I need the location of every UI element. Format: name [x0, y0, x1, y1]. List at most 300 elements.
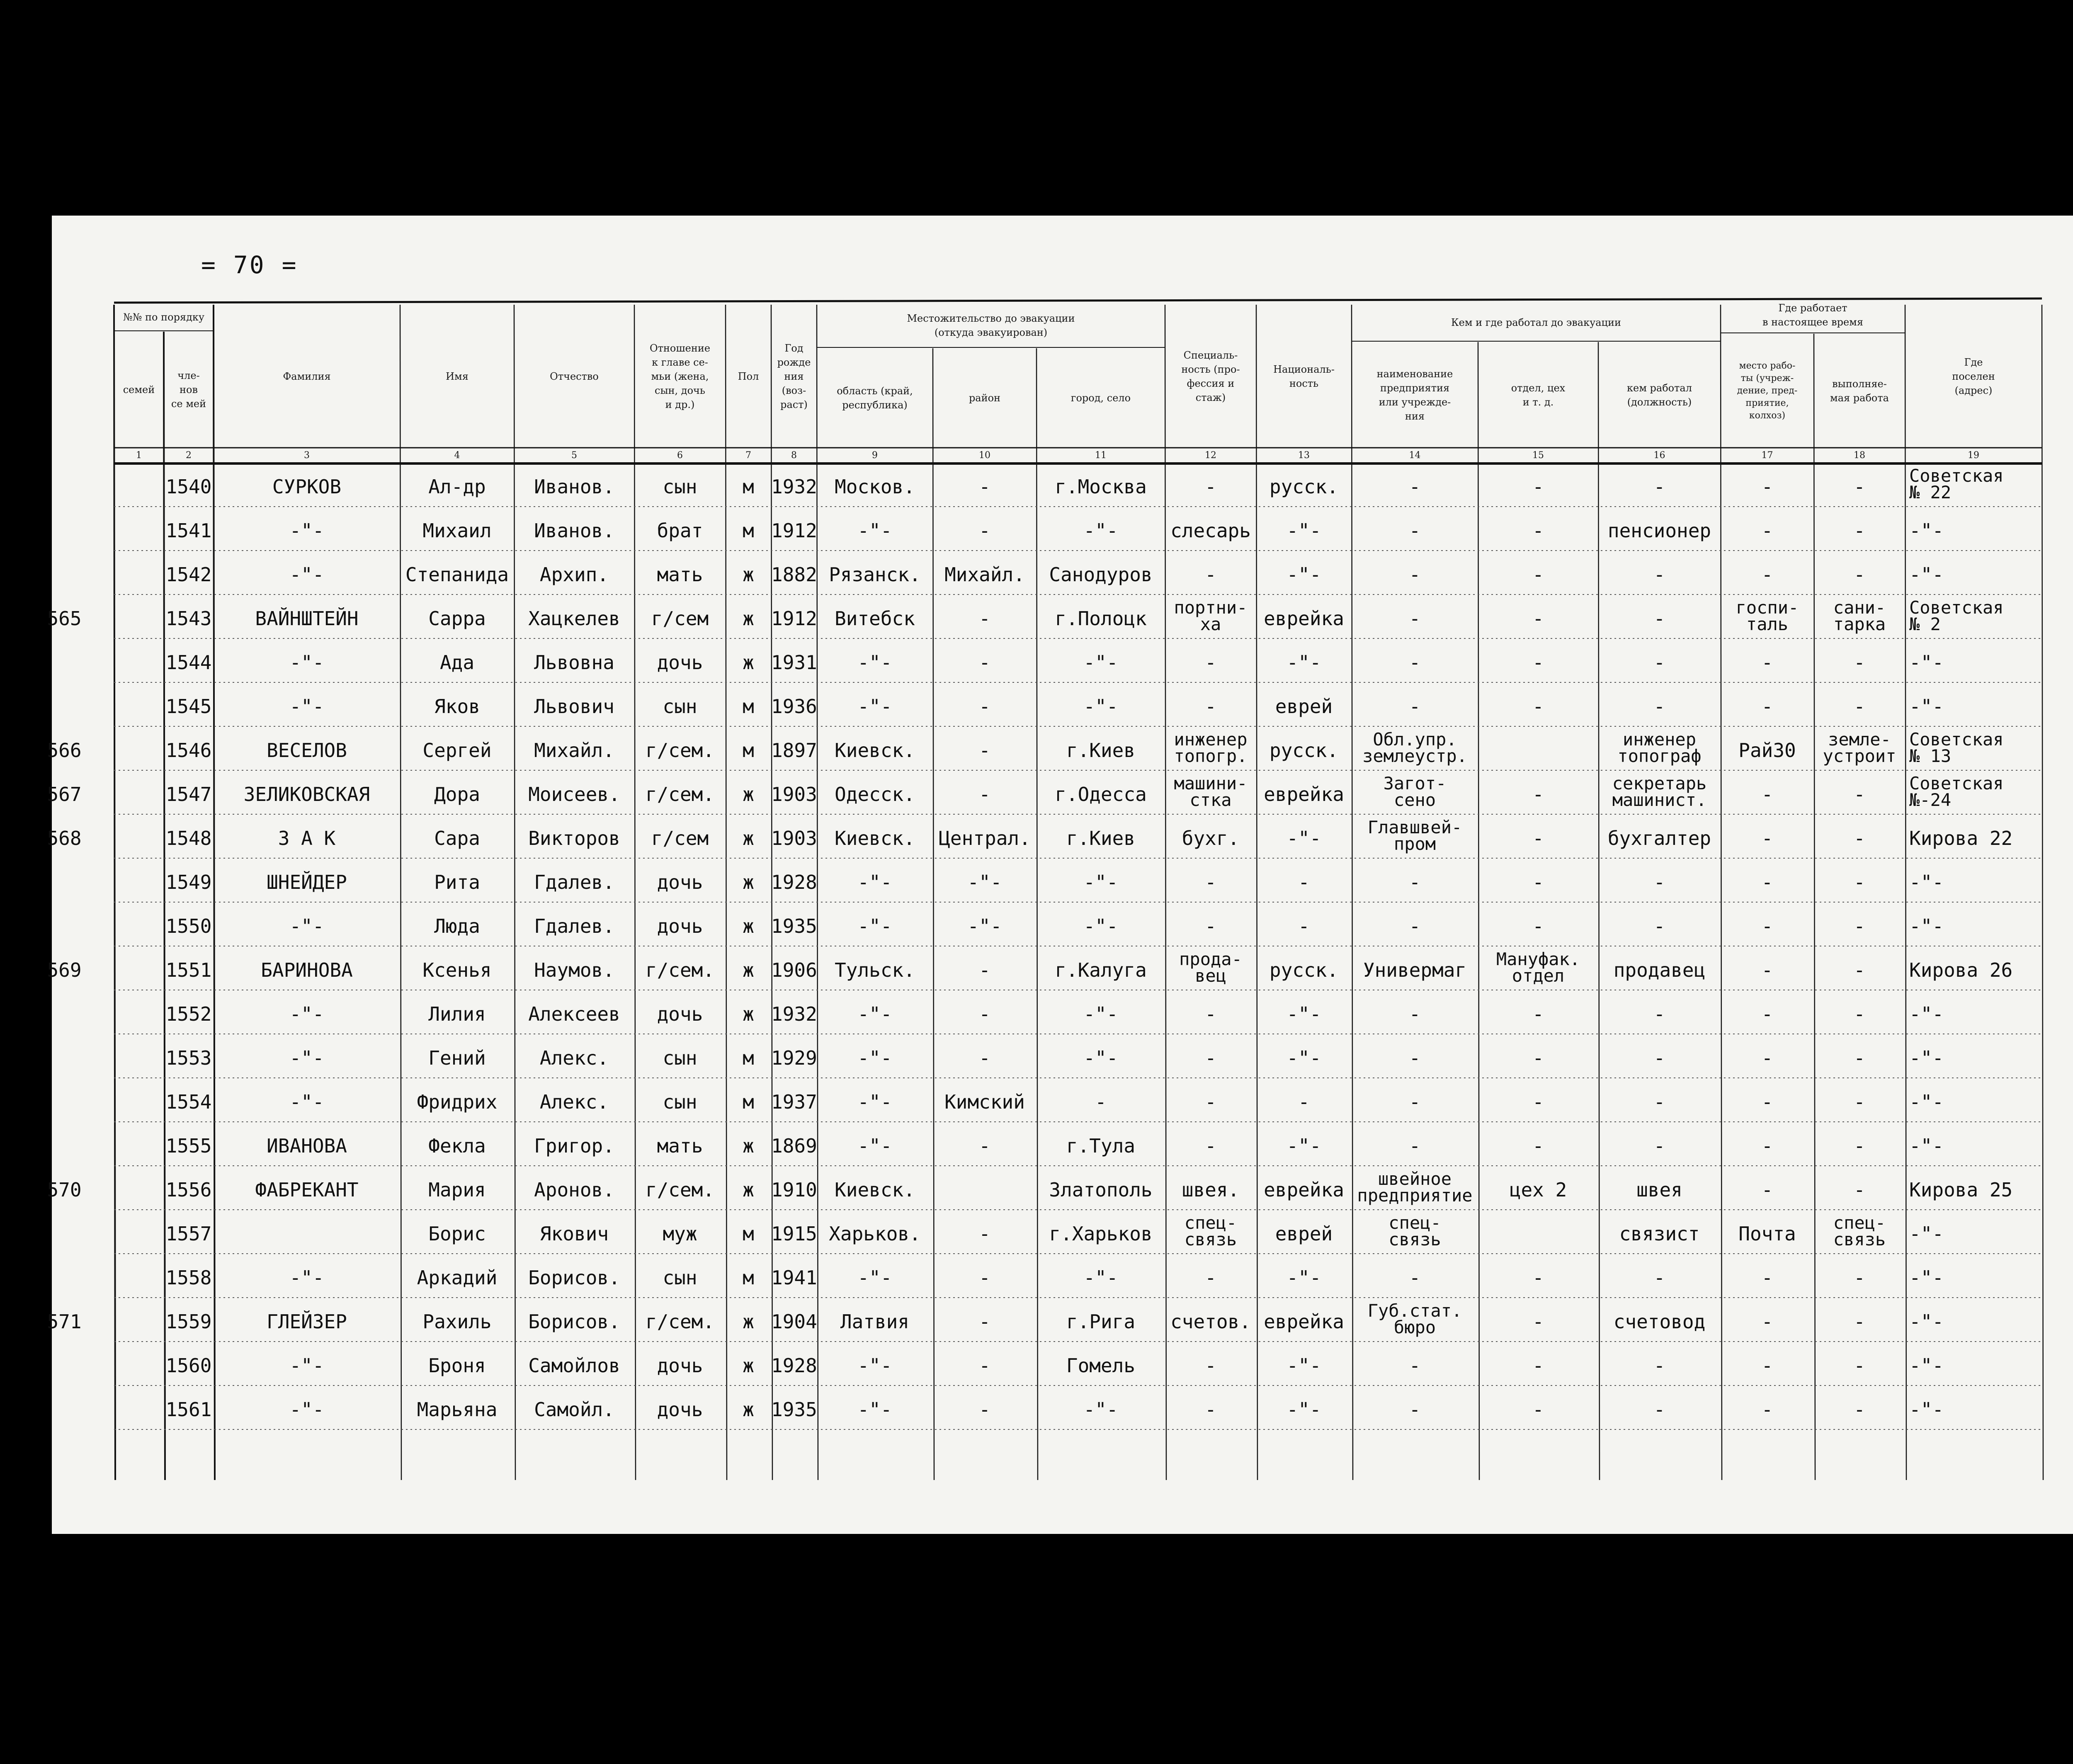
cell-relation: сын — [663, 695, 697, 718]
cell-year: 1882 — [771, 563, 817, 586]
cell-patronymic: Львович — [534, 695, 614, 718]
cell-relation: дочь — [657, 651, 703, 674]
cell-work-done: - — [1854, 783, 1865, 806]
cell-surname: З А К — [278, 827, 336, 849]
cell-department: - — [1532, 871, 1544, 893]
cell-position: - — [1653, 915, 1665, 937]
cell-region: Киевск. — [835, 739, 915, 762]
cell-name: Сара — [434, 827, 480, 849]
cell-city: Златополь — [1049, 1179, 1153, 1201]
grid-line — [1036, 348, 1038, 1480]
cell-patronymic: Иванов. — [534, 476, 614, 498]
cell-relation: сын — [663, 476, 697, 498]
cell-name: Ал-др — [428, 476, 486, 498]
cell-patronymic: Михайл. — [534, 739, 614, 762]
header-enterprise: наименование предприятия или учрежде- ния — [1376, 368, 1453, 422]
cell-department: - — [1532, 476, 1544, 498]
cell-district: - — [979, 519, 990, 542]
cell-member: 1558 — [165, 1267, 212, 1289]
cell-address: -"- — [1909, 1135, 1944, 1157]
cell-surname: -"- — [289, 563, 324, 586]
cell-name: Ксенья — [422, 959, 492, 981]
cell-position: бухгалтер — [1607, 827, 1711, 849]
cell-nationality: еврей — [1275, 1223, 1333, 1245]
cell-member: 1540 — [165, 476, 212, 498]
cell-work-place: - — [1761, 1135, 1773, 1157]
cell-surname: СУРКОВ — [272, 476, 342, 498]
cell-enterprise: - — [1409, 1003, 1421, 1025]
cell-position: связист — [1619, 1223, 1700, 1245]
cell-district: - — [979, 959, 990, 981]
cell-region: Одесск. — [835, 783, 915, 806]
cell-work-place: - — [1761, 1047, 1773, 1069]
cell-nationality: еврейка — [1264, 1179, 1344, 1201]
cell-name: Сергей — [422, 739, 492, 762]
cell-name: Лилия — [428, 1003, 486, 1025]
cell-work-place: - — [1761, 1398, 1773, 1421]
grid-line — [1478, 342, 1479, 1480]
cell-relation: дочь — [657, 915, 703, 937]
cell-surname: -"- — [289, 695, 324, 718]
cell-position: - — [1653, 476, 1665, 498]
cell-city: г.Полоцк — [1055, 607, 1147, 630]
cell-work-done: - — [1854, 476, 1865, 498]
cell-patronymic: Алексеев — [528, 1003, 620, 1025]
column-number: 9 — [872, 450, 878, 461]
cell-surname: -"- — [289, 1047, 324, 1069]
cell-nationality: -"- — [1287, 827, 1321, 849]
cell-department: - — [1532, 1135, 1544, 1157]
cell-district: -"- — [967, 871, 1002, 893]
column-number: 15 — [1532, 450, 1544, 461]
cell-family: 568 — [47, 827, 82, 849]
cell-relation: сын — [663, 1091, 697, 1113]
cell-name: Аркадий — [417, 1267, 498, 1289]
cell-enterprise: - — [1409, 519, 1421, 542]
register-sheet — [47, 216, 2073, 1534]
cell-district: - — [979, 1354, 990, 1377]
header-region: область (край, республика) — [837, 385, 913, 411]
cell-district: -"- — [967, 915, 1002, 937]
cell-work-done: - — [1854, 695, 1865, 718]
cell-address: -"- — [1909, 695, 1944, 718]
cell-specialty: - — [1205, 1047, 1216, 1069]
cell-nationality: -"- — [1287, 1003, 1321, 1025]
cell-nationality: еврей — [1275, 695, 1333, 718]
cell-work-place: - — [1761, 519, 1773, 542]
cell-city: Санодуров — [1049, 563, 1153, 586]
cell-department: - — [1532, 783, 1544, 806]
cell-district: - — [979, 1047, 990, 1069]
cell-district: - — [979, 651, 990, 674]
cell-surname: БАРИНОВА — [261, 959, 353, 981]
cell-member: 1560 — [165, 1354, 212, 1377]
cell-specialty: - — [1205, 1267, 1216, 1289]
cell-relation: дочь — [657, 1398, 703, 1421]
cell-work-done: - — [1854, 1179, 1865, 1201]
cell-nationality: русск. — [1269, 959, 1339, 981]
grid-line — [1598, 342, 1600, 1480]
cell-member: 1552 — [165, 1003, 212, 1025]
cell-surname: -"- — [289, 651, 324, 674]
cell-address: -"- — [1909, 1091, 1944, 1113]
cell-region: -"- — [857, 915, 892, 937]
cell-enterprise: - — [1409, 1354, 1421, 1377]
cell-region: Тульск. — [835, 959, 915, 981]
cell-position: счетовод — [1613, 1310, 1706, 1333]
cell-specialty: - — [1205, 476, 1216, 498]
cell-city: -"- — [1083, 1267, 1118, 1289]
cell-position: секретарь машинист. — [1612, 773, 1707, 810]
cell-surname: -"- — [289, 1091, 324, 1113]
cell-sex: ж — [743, 1398, 754, 1421]
cell-position: пенсионер — [1607, 519, 1711, 542]
column-number: 8 — [791, 450, 797, 461]
cell-district: - — [979, 1003, 990, 1025]
cell-year: 1915 — [771, 1223, 817, 1245]
column-number: 4 — [454, 450, 460, 461]
cell-patronymic: Аронов. — [534, 1179, 614, 1201]
grid-line — [1814, 334, 1815, 1480]
cell-address: -"- — [1909, 1398, 1944, 1421]
cell-enterprise: - — [1409, 476, 1421, 498]
grid-line — [114, 305, 115, 1480]
cell-sex: ж — [743, 607, 754, 630]
cell-surname: -"- — [289, 1003, 324, 1025]
cell-address: Кирова 25 — [1909, 1179, 2013, 1201]
cell-city: -"- — [1083, 1398, 1118, 1421]
column-number: 10 — [979, 450, 990, 461]
cell-department: цех 2 — [1509, 1179, 1567, 1201]
cell-patronymic: Алекс. — [539, 1091, 609, 1113]
cell-department: - — [1532, 607, 1544, 630]
cell-work-done: сани- тарка — [1833, 597, 1886, 634]
cell-position: - — [1653, 1267, 1665, 1289]
cell-department: - — [1532, 695, 1544, 718]
cell-relation: дочь — [657, 1354, 703, 1377]
cell-specialty: бухг. — [1182, 827, 1240, 849]
cell-specialty: - — [1205, 651, 1216, 674]
cell-region: Латвия — [840, 1310, 910, 1333]
cell-nationality: -"- — [1287, 1135, 1321, 1157]
cell-department: - — [1532, 519, 1544, 542]
cell-region: -"- — [857, 1091, 892, 1113]
page-number: = 70 = — [201, 251, 298, 279]
cell-name: Гений — [428, 1047, 486, 1069]
cell-nationality: русск. — [1269, 476, 1339, 498]
header-department: отдел, цех и т. д. — [1511, 382, 1566, 408]
cell-city: -"- — [1083, 871, 1118, 893]
cell-address: -"- — [1909, 519, 1944, 542]
cell-family: 570 — [47, 1179, 82, 1201]
cell-specialty: счетов. — [1170, 1310, 1251, 1333]
cell-name: Михаил — [422, 519, 492, 542]
cell-patronymic: Хацкелев — [528, 607, 620, 630]
cell-member: 1543 — [165, 607, 212, 630]
grid-line — [164, 332, 165, 1480]
cell-patronymic: Архип. — [539, 563, 609, 586]
header-order-group: №№ по порядку — [123, 311, 204, 323]
cell-enterprise: - — [1409, 1398, 1421, 1421]
cell-work-done: - — [1854, 1047, 1865, 1069]
header-work-now-group: Где работает в настоящее время — [1762, 302, 1863, 328]
cell-patronymic: Борисов. — [528, 1267, 620, 1289]
cell-surname: -"- — [289, 1354, 324, 1377]
cell-work-done: - — [1854, 519, 1865, 542]
cell-patronymic: Якович — [539, 1223, 609, 1245]
header-work-before-group: Кем и где работал до эвакуации — [1451, 316, 1621, 328]
cell-member: 1555 — [165, 1135, 212, 1157]
cell-region: -"- — [857, 1398, 892, 1421]
cell-member: 1546 — [165, 739, 212, 762]
cell-patronymic: Самойлов — [528, 1354, 620, 1377]
cell-work-done: - — [1854, 915, 1865, 937]
cell-enterprise: - — [1409, 1091, 1421, 1113]
cell-position: продавец — [1613, 959, 1706, 981]
header-sex: Пол — [738, 370, 759, 382]
cell-work-place: - — [1761, 827, 1773, 849]
cell-position: - — [1653, 1003, 1665, 1025]
cell-region: Харьков. — [829, 1223, 921, 1245]
cell-enterprise: швейное предприятие — [1357, 1169, 1473, 1206]
cell-position: - — [1653, 1398, 1665, 1421]
cell-district: Михайл. — [944, 563, 1025, 586]
cell-nationality: - — [1298, 1091, 1310, 1113]
cell-work-place: - — [1761, 695, 1773, 718]
header-city: город, село — [1070, 392, 1131, 404]
column-number: 14 — [1409, 450, 1421, 461]
cell-address: -"- — [1909, 1003, 1944, 1025]
cell-region: Киевск. — [835, 827, 915, 849]
cell-work-done: - — [1854, 1398, 1865, 1421]
cell-member: 1549 — [165, 871, 212, 893]
header-residence-group: Местожительство до эвакуации (откуда эвакуирован) — [907, 313, 1075, 338]
cell-patronymic: Гдалев. — [534, 871, 614, 893]
column-number: 13 — [1298, 450, 1310, 461]
cell-city: -"- — [1083, 1003, 1118, 1025]
cell-enterprise: Универмаг — [1363, 959, 1467, 981]
cell-nationality: -"- — [1287, 651, 1321, 674]
header-name: Имя — [446, 370, 468, 382]
header-district: район — [969, 392, 1001, 404]
cell-relation: г/сем. — [645, 783, 715, 806]
cell-sex: ж — [743, 651, 754, 674]
cell-sex: ж — [743, 783, 754, 806]
cell-sex: ж — [743, 871, 754, 893]
cell-position: - — [1653, 1354, 1665, 1377]
column-number: 19 — [1968, 450, 1979, 461]
cell-work-place: - — [1761, 651, 1773, 674]
cell-city: -"- — [1083, 519, 1118, 542]
cell-sex: м — [743, 1223, 754, 1245]
cell-year: 1928 — [771, 1354, 817, 1377]
cell-city: г.Тула — [1066, 1135, 1136, 1157]
grid-line — [933, 348, 934, 1480]
column-number: 12 — [1205, 450, 1216, 461]
cell-year: 1941 — [771, 1267, 817, 1289]
cell-name: Фридрих — [417, 1091, 498, 1113]
cell-patronymic: Викторов — [528, 827, 620, 849]
cell-specialty: - — [1205, 563, 1216, 586]
cell-patronymic: Моисеев. — [528, 783, 620, 806]
cell-relation: сын — [663, 1047, 697, 1069]
cell-department: - — [1532, 1091, 1544, 1113]
cell-year: 1869 — [771, 1135, 817, 1157]
cell-city: -"- — [1083, 915, 1118, 937]
cell-enterprise: - — [1409, 695, 1421, 718]
cell-region: Киевск. — [835, 1179, 915, 1201]
cell-position: - — [1653, 651, 1665, 674]
cell-surname: -"- — [289, 915, 324, 937]
cell-position: - — [1653, 1047, 1665, 1069]
cell-city: г.Киев — [1066, 827, 1136, 849]
cell-work-place: - — [1761, 915, 1773, 937]
cell-name: Марьяна — [417, 1398, 498, 1421]
header-work-place: место рабо- ты (учреж- дение, пред- приятие, колхоз) — [1737, 360, 1798, 421]
cell-specialty: инженер топогр. — [1174, 729, 1248, 766]
cell-year: 1936 — [771, 695, 817, 718]
cell-region: -"- — [857, 695, 892, 718]
cell-nationality: -"- — [1287, 519, 1321, 542]
cell-city: Гомель — [1066, 1354, 1136, 1377]
cell-sex: м — [743, 1091, 754, 1113]
header-position: кем работал (должность) — [1627, 382, 1692, 408]
cell-name: Броня — [428, 1354, 486, 1377]
cell-address: -"- — [1909, 1223, 1944, 1245]
cell-surname: ВЕСЕЛОВ — [267, 739, 347, 762]
cell-enterprise: спец- связь — [1388, 1213, 1441, 1250]
cell-year: 1937 — [771, 1091, 817, 1113]
cell-surname: -"- — [289, 1398, 324, 1421]
cell-region: -"- — [857, 1354, 892, 1377]
cell-surname: ШНЕЙДЕР — [267, 871, 347, 893]
column-number: 11 — [1095, 450, 1107, 461]
cell-specialty: портни- ха — [1174, 597, 1248, 634]
cell-family: 571 — [47, 1310, 82, 1333]
cell-year: 1906 — [771, 959, 817, 981]
cell-specialty: слесарь — [1170, 519, 1251, 542]
cell-member: 1561 — [165, 1398, 212, 1421]
cell-region: -"- — [857, 1047, 892, 1069]
cell-work-done: - — [1854, 959, 1865, 981]
column-number: 7 — [745, 450, 751, 461]
cell-address: -"- — [1909, 915, 1944, 937]
cell-surname: ГЛЕЙЗЕР — [267, 1310, 347, 1333]
cell-district: - — [979, 1310, 990, 1333]
cell-region: Витебск — [835, 607, 915, 630]
cell-department: - — [1532, 1267, 1544, 1289]
cell-address: Советская № 2 — [1909, 597, 2004, 634]
cell-department: - — [1532, 827, 1544, 849]
cell-enterprise: - — [1409, 1135, 1421, 1157]
cell-region: -"- — [857, 1135, 892, 1157]
cell-relation: мать — [657, 1135, 703, 1157]
cell-sex: ж — [743, 563, 754, 586]
cell-sex: м — [743, 1267, 754, 1289]
cell-work-place: - — [1761, 783, 1773, 806]
cell-work-place: Рай30 — [1738, 739, 1796, 762]
cell-address: -"- — [1909, 871, 1944, 893]
cell-sex: ж — [743, 1179, 754, 1201]
cell-enterprise: Губ.стат. бюро — [1367, 1301, 1462, 1337]
header-address: Где поселен (адрес) — [1952, 356, 1995, 396]
cell-work-done: - — [1854, 1267, 1865, 1289]
cell-specialty: - — [1205, 1398, 1216, 1421]
cell-enterprise: - — [1409, 607, 1421, 630]
cell-sex: ж — [743, 1135, 754, 1157]
cell-position: инженер топограф — [1617, 729, 1702, 766]
cell-work-done: - — [1854, 1354, 1865, 1377]
cell-work-place: госпи- таль — [1736, 597, 1799, 634]
cell-sex: м — [743, 476, 754, 498]
cell-family: 567 — [47, 783, 82, 806]
cell-year: 1932 — [771, 1003, 817, 1025]
cell-patronymic: Борисов. — [528, 1310, 620, 1333]
header-relation: Отношение к главе се- мьи (жена, сын, дочь и др.) — [649, 342, 711, 410]
cell-patronymic: Самойл. — [534, 1398, 614, 1421]
cell-surname: -"- — [289, 519, 324, 542]
cell-city: г.Калуга — [1055, 959, 1147, 981]
cell-work-place: - — [1761, 1354, 1773, 1377]
cell-region: -"- — [857, 1267, 892, 1289]
cell-district: - — [979, 1135, 990, 1157]
cell-relation: г/сем. — [645, 1310, 715, 1333]
cell-year: 1931 — [771, 651, 817, 674]
cell-address: Советская №-24 — [1909, 773, 2004, 810]
cell-enterprise: - — [1409, 915, 1421, 937]
cell-member: 1548 — [165, 827, 212, 849]
cell-patronymic: Гдалев. — [534, 915, 614, 937]
cell-sex: ж — [743, 959, 754, 981]
cell-work-done: земле- устроит — [1823, 729, 1896, 766]
cell-address: -"- — [1909, 1047, 1944, 1069]
cell-work-place: Почта — [1738, 1223, 1796, 1245]
cell-name: Сарра — [428, 607, 486, 630]
cell-work-done: - — [1854, 1003, 1865, 1025]
cell-enterprise: - — [1409, 563, 1421, 586]
cell-city: г.Харьков — [1049, 1223, 1153, 1245]
cell-address: -"- — [1909, 563, 1944, 586]
cell-sex: м — [743, 739, 754, 762]
cell-year: 1912 — [771, 607, 817, 630]
cell-address: Кирова 22 — [1909, 827, 2013, 849]
header-members: чле- нов се мей — [171, 370, 206, 410]
column-number: 5 — [571, 450, 577, 461]
cell-member: 1542 — [165, 563, 212, 586]
cell-specialty: спец- связь — [1184, 1213, 1237, 1250]
header-families: семей — [123, 384, 155, 396]
cell-relation: дочь — [657, 1003, 703, 1025]
cell-department: Мануфак. отдел — [1496, 949, 1580, 986]
column-number: 17 — [1761, 450, 1773, 461]
cell-region: -"- — [857, 1003, 892, 1025]
cell-enterprise: - — [1409, 1047, 1421, 1069]
cell-patronymic: Львовна — [534, 651, 614, 674]
cell-nationality: -"- — [1287, 1398, 1321, 1421]
cell-work-place: - — [1761, 959, 1773, 981]
cell-city: г.Рига — [1066, 1310, 1136, 1333]
cell-enterprise: - — [1409, 651, 1421, 674]
cell-year: 1935 — [771, 1398, 817, 1421]
cell-member: 1544 — [165, 651, 212, 674]
cell-work-done: спец- связь — [1833, 1213, 1886, 1250]
cell-department: - — [1532, 1047, 1544, 1069]
cell-address: -"- — [1909, 1267, 1944, 1289]
cell-sex: м — [743, 1047, 754, 1069]
cell-department: - — [1532, 563, 1544, 586]
cell-sex: м — [743, 519, 754, 542]
cell-district: - — [979, 1398, 990, 1421]
